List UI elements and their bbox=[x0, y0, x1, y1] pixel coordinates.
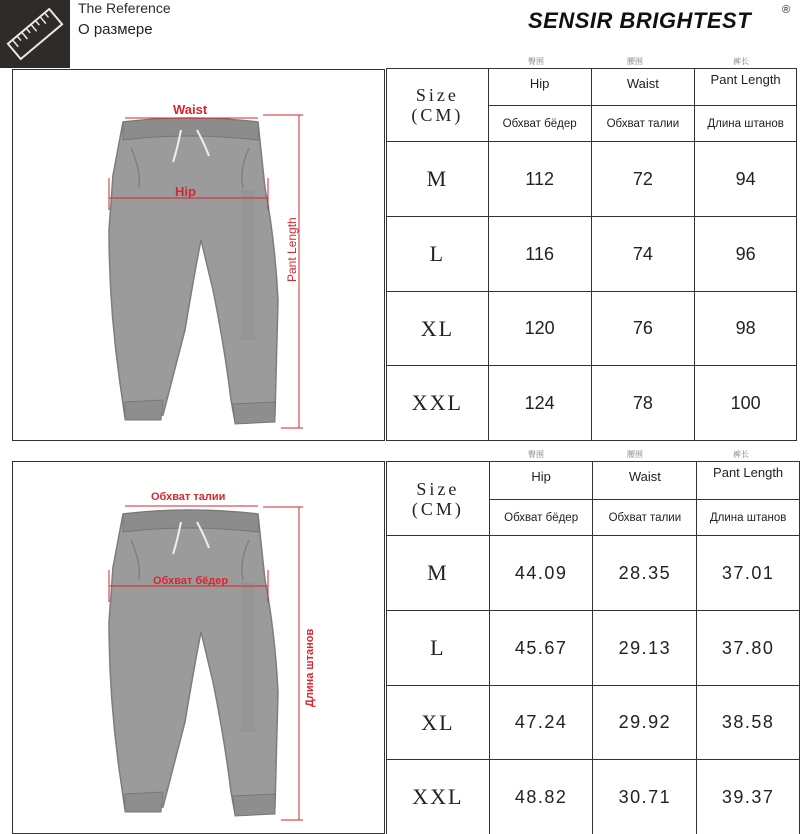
length-cell: 96 bbox=[695, 217, 797, 292]
hip-cell: 120 bbox=[488, 292, 591, 366]
cn-label-waist: 腰围 bbox=[627, 450, 643, 459]
registered-mark: ® bbox=[782, 4, 791, 16]
pants-diagram-russian bbox=[12, 461, 385, 834]
waist-cell: 72 bbox=[591, 142, 695, 217]
size-cell: XXL bbox=[387, 366, 489, 441]
size-cell: M bbox=[387, 142, 489, 217]
waist-label: Waist bbox=[173, 102, 208, 117]
column-subheader-length: Длина штанов bbox=[697, 500, 800, 536]
waist-cell: 78 bbox=[591, 366, 695, 441]
column-subheader-waist: Обхват талии bbox=[591, 106, 695, 142]
cn-label-hip: 臀围 bbox=[528, 450, 544, 459]
table-row bbox=[387, 292, 797, 366]
cn-label-length: 裤长 bbox=[733, 450, 749, 459]
column-header-length: Pant Length bbox=[697, 462, 800, 500]
hip-cell: 44.09 bbox=[489, 536, 593, 611]
waist-cell: 30.71 bbox=[593, 760, 697, 834]
table-row bbox=[387, 366, 797, 441]
column-subheader-waist: Обхват талии bbox=[593, 500, 697, 536]
unit-header-label: (CM) bbox=[411, 498, 464, 519]
cn-label-length: 裤长 bbox=[733, 57, 749, 66]
ruler-logo-icon bbox=[0, 0, 70, 68]
column-subheader-hip: Обхват бёдер bbox=[489, 500, 593, 536]
hip-cell: 116 bbox=[488, 217, 591, 292]
length-cell: 100 bbox=[695, 366, 797, 441]
waist-cell: 29.13 bbox=[593, 611, 697, 686]
size-header-label: Size bbox=[416, 478, 460, 499]
size-header-cell bbox=[387, 462, 490, 536]
column-subheader-length: Длина штанов bbox=[695, 106, 797, 142]
size-table-cm bbox=[386, 68, 797, 441]
size-cell: M bbox=[387, 536, 490, 611]
waist-cell: 74 bbox=[591, 217, 695, 292]
brand-name: SENSIR BRIGHTEST bbox=[528, 8, 752, 33]
reference-title-ru: О размере bbox=[78, 21, 153, 38]
table-row bbox=[387, 536, 800, 611]
pant-length-label: Длина штанов bbox=[304, 628, 316, 707]
size-table-second bbox=[386, 461, 800, 834]
column-header-hip: Hip bbox=[488, 69, 591, 106]
reference-title-en: The Reference bbox=[78, 0, 171, 16]
size-cell: XL bbox=[387, 686, 490, 760]
length-cell: 39.37 bbox=[697, 760, 800, 834]
length-cell: 38.58 bbox=[697, 686, 800, 760]
table-header-row bbox=[387, 69, 797, 106]
length-cell: 98 bbox=[695, 292, 797, 366]
table-row bbox=[387, 611, 800, 686]
table-row bbox=[387, 217, 797, 292]
size-header-cell bbox=[387, 69, 489, 142]
pant-length-label: Pant Length bbox=[285, 217, 299, 282]
waist-cell: 76 bbox=[591, 292, 695, 366]
table-header-row bbox=[387, 462, 800, 500]
table-row bbox=[387, 760, 800, 834]
length-cell: 37.80 bbox=[697, 611, 800, 686]
pants-illustration bbox=[13, 462, 385, 834]
column-header-waist: Waist bbox=[591, 69, 695, 106]
cn-label-waist: 腰围 bbox=[627, 57, 643, 66]
length-cell: 37.01 bbox=[697, 536, 800, 611]
table-row bbox=[387, 142, 797, 217]
column-header-waist: Waist bbox=[593, 462, 697, 500]
hip-cell: 48.82 bbox=[489, 760, 593, 834]
hip-label: Hip bbox=[175, 184, 196, 199]
waist-label: Обхват талии bbox=[151, 491, 226, 503]
waist-cell: 29.92 bbox=[593, 686, 697, 760]
unit-header-label: (CM) bbox=[411, 105, 464, 125]
size-cell: L bbox=[387, 611, 490, 686]
size-header-label: Size bbox=[415, 85, 459, 105]
size-cell: XL bbox=[387, 292, 489, 366]
size-cell: L bbox=[387, 217, 489, 292]
hip-cell: 112 bbox=[488, 142, 591, 217]
cn-label-hip: 臀围 bbox=[528, 57, 544, 66]
waist-cell: 28.35 bbox=[593, 536, 697, 611]
pants-diagram-english bbox=[12, 69, 385, 441]
size-cell: XXL bbox=[387, 760, 490, 834]
column-header-hip: Hip bbox=[489, 462, 593, 500]
length-cell: 94 bbox=[695, 142, 797, 217]
hip-cell: 47.24 bbox=[489, 686, 593, 760]
table-row bbox=[387, 686, 800, 760]
column-subheader-hip: Обхват бёдер bbox=[488, 106, 591, 142]
hip-cell: 45.67 bbox=[489, 611, 593, 686]
column-header-length: Pant Length bbox=[695, 69, 797, 106]
hip-cell: 124 bbox=[488, 366, 591, 441]
pants-illustration bbox=[13, 70, 385, 441]
hip-label: Обхват бёдер bbox=[153, 575, 229, 587]
